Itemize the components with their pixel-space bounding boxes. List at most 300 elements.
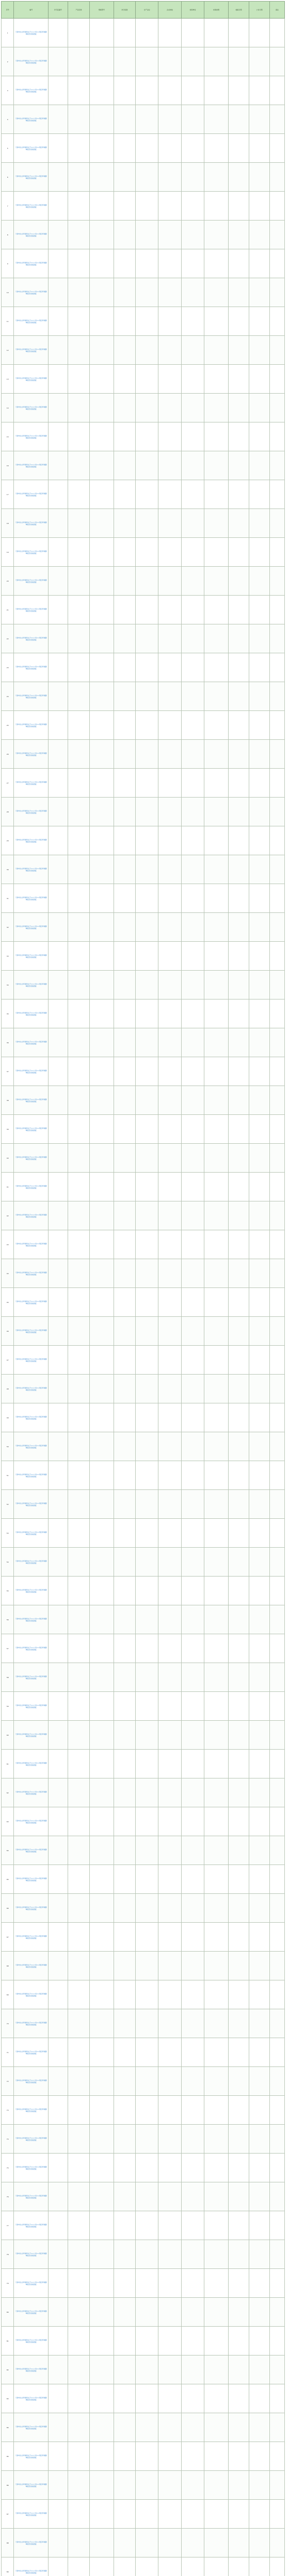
table-cell: [90, 480, 114, 509]
table-cell: [181, 1778, 204, 1807]
row-title-link[interactable]: 天津市生态环境局关于××公司××项目环境影响报告表的批复: [14, 1057, 49, 1086]
table-cell: [90, 1577, 114, 1605]
table-cell: [158, 653, 181, 682]
table-cell: [90, 1201, 114, 1230]
row-title-link[interactable]: 天津市生态环境局关于××公司××项目环境影响报告表的批复: [14, 1403, 49, 1432]
row-title-link[interactable]: 天津市生态环境局关于××公司××项目环境影响报告表的批复: [14, 2182, 49, 2211]
row-title-link[interactable]: 天津市生态环境局关于××公司××项目环境影响报告表的批复: [14, 307, 49, 336]
row-number: 77: [2, 2211, 14, 2240]
table-cell: [229, 47, 249, 76]
table-cell: [158, 1230, 181, 1259]
row-title-link[interactable]: 天津市生态环境局关于××公司××项目环境影响报告表的批复: [14, 942, 49, 971]
row-title-link[interactable]: 天津市生态环境局关于××公司××项目环境影响报告表的批复: [14, 538, 49, 567]
table-cell: [181, 1663, 204, 1692]
table-cell: [68, 336, 89, 365]
table-cell: [229, 365, 249, 394]
row-title-link[interactable]: 天津市生态环境局关于××公司××项目环境影响报告表的批复: [14, 2500, 49, 2529]
table-cell: [158, 76, 181, 105]
table-cell: [249, 192, 270, 221]
table-cell: [49, 1692, 68, 1721]
table-cell: [249, 913, 270, 942]
row-title-link[interactable]: 天津市生态环境局关于××公司××项目环境影响报告表的批复: [14, 134, 49, 163]
row-title-link[interactable]: 天津市生态环境局关于××公司××项目环境影响报告表的批复: [14, 2384, 49, 2413]
table-cell: [270, 1201, 285, 1230]
table-cell: [249, 1807, 270, 1836]
table-cell: [68, 1519, 89, 1548]
table-cell: [181, 2298, 204, 2327]
table-cell: [204, 1288, 229, 1317]
table-cell: [204, 2413, 229, 2442]
row-title-link[interactable]: 天津市生态环境局关于××公司××项目环境影响报告表的批复: [14, 1807, 49, 1836]
table-cell: [68, 1403, 89, 1432]
table-cell: [249, 1836, 270, 1865]
table-cell: [270, 1894, 285, 1923]
table-cell: [114, 1461, 135, 1490]
row-title-link[interactable]: 天津市生态环境局关于××公司××项目环境影响报告表的批复: [14, 336, 49, 365]
row-title-link[interactable]: 天津市生态环境局关于××公司××项目环境影响报告表的批复: [14, 1230, 49, 1259]
table-cell: [49, 2500, 68, 2529]
table-cell: [204, 2240, 229, 2269]
row-title-link[interactable]: 天津市生态环境局关于××公司××项目环境影响报告表的批复: [14, 2557, 49, 2576]
table-cell: [158, 740, 181, 769]
table-cell: [114, 2125, 135, 2154]
table-cell: [90, 653, 114, 682]
table-cell: [249, 509, 270, 538]
row-title-link[interactable]: 天津市生态环境局关于××公司××项目环境影响报告表的批复: [14, 855, 49, 884]
row-title-link[interactable]: 天津市生态环境局关于××公司××项目环境影响报告表的批复: [14, 2529, 49, 2557]
row-title-link[interactable]: 天津市生态环境局关于××公司××项目环境影响报告表的批复: [14, 682, 49, 711]
table-cell: [90, 509, 114, 538]
table-cell: [158, 2067, 181, 2096]
table-cell: [136, 2038, 158, 2067]
table-cell: [181, 1259, 204, 1288]
table-cell: [49, 2442, 68, 2471]
table-cell: [249, 2240, 270, 2269]
table-cell: [68, 2557, 89, 2576]
table-cell: [68, 1173, 89, 1201]
row-title-link[interactable]: 天津市生态环境局关于××公司××项目环境影响报告表的批复: [14, 624, 49, 653]
table-row: [2, 567, 285, 596]
table-row: [2, 2557, 285, 2576]
table-cell: [114, 1836, 135, 1865]
column-header: 编号: [14, 2, 49, 19]
table-cell: [204, 1692, 229, 1721]
row-title-link[interactable]: 天津市生态环境局关于××公司××项目环境影响报告表的批复: [14, 1519, 49, 1548]
table-cell: [49, 999, 68, 1028]
table-cell: [158, 999, 181, 1028]
table-cell: [49, 307, 68, 336]
table-cell: [158, 278, 181, 307]
row-title-link[interactable]: 天津市生态环境局关于××公司××项目环境影响报告表的批复: [14, 221, 49, 249]
row-title-link[interactable]: 天津市生态环境局关于××公司××项目环境影响报告表的批复: [14, 2154, 49, 2182]
table-cell: [229, 2067, 249, 2096]
table-cell: [68, 422, 89, 451]
row-title-link[interactable]: 天津市生态环境局关于××公司××项目环境影响报告表的批复: [14, 76, 49, 105]
column-header: 产品名称: [68, 2, 89, 19]
table-cell: [181, 365, 204, 394]
row-title-link[interactable]: 天津市生态环境局关于××公司××项目环境影响报告表的批复: [14, 509, 49, 538]
table-cell: [270, 2067, 285, 2096]
row-title-link[interactable]: 天津市生态环境局关于××公司××项目环境影响报告表的批复: [14, 971, 49, 999]
row-title-link[interactable]: 天津市生态环境局关于××公司××项目环境影响报告表的批复: [14, 1548, 49, 1577]
table-cell: [68, 1432, 89, 1461]
table-cell: [229, 1721, 249, 1750]
row-title-link[interactable]: 天津市生态环境局关于××公司××项目环境影响报告表的批复: [14, 249, 49, 278]
row-title-link[interactable]: 天津市生态环境局关于××公司××项目环境影响报告表的批复: [14, 394, 49, 422]
row-title-link[interactable]: 天津市生态环境局关于××公司××项目环境影响报告表的批复: [14, 1952, 49, 1980]
table-cell: [90, 2298, 114, 2327]
table-cell: [114, 740, 135, 769]
table-cell: [49, 1807, 68, 1836]
table-cell: [49, 2384, 68, 2413]
table-cell: [158, 567, 181, 596]
row-title-link[interactable]: 天津市生态环境局关于××公司××项目环境影响报告表的批复: [14, 2096, 49, 2125]
row-title-link[interactable]: 天津市生态环境局关于××公司××项目环境影响报告表的批复: [14, 2240, 49, 2269]
row-title-link[interactable]: 天津市生态环境局关于××公司××项目环境影响报告表的批复: [14, 1346, 49, 1375]
table-cell: [158, 1721, 181, 1750]
table-cell: [49, 134, 68, 163]
table-cell: [270, 567, 285, 596]
table-cell: [114, 2355, 135, 2384]
table-cell: [136, 2327, 158, 2355]
table-row: [2, 278, 285, 307]
table-cell: [229, 1403, 249, 1432]
row-title-link[interactable]: 天津市生态环境局关于××公司××项目环境影响报告表的批复: [14, 2298, 49, 2327]
row-title-link[interactable]: 天津市生态环境局关于××公司××项目环境影响报告表的批复: [14, 1894, 49, 1923]
row-title-link[interactable]: 天津市生态环境局关于××公司××项目环境影响报告表的批复: [14, 999, 49, 1028]
table-cell: [49, 826, 68, 855]
table-cell: [49, 1634, 68, 1663]
table-cell: [270, 2327, 285, 2355]
table-cell: [229, 336, 249, 365]
table-cell: [249, 1980, 270, 2009]
row-title-link[interactable]: 天津市生态环境局关于××公司××项目环境影响报告表的批复: [14, 47, 49, 76]
table-cell: [136, 1201, 158, 1230]
row-title-link[interactable]: 天津市生态环境局关于××公司××项目环境影响报告表的批复: [14, 1490, 49, 1519]
table-cell: [229, 769, 249, 798]
table-cell: [249, 451, 270, 480]
table-row: [2, 1201, 285, 1230]
table-row: [2, 134, 285, 163]
table-cell: [158, 1432, 181, 1461]
row-number: 9: [2, 249, 14, 278]
row-title-link[interactable]: 天津市生态环境局关于××公司××项目环境影响报告表的批复: [14, 1173, 49, 1201]
row-number: 22: [2, 624, 14, 653]
table-cell: [114, 307, 135, 336]
table-header-row: [2, 2, 285, 19]
table-cell: [114, 134, 135, 163]
row-title-link[interactable]: 天津市生态环境局关于××公司××项目环境影响报告表的批复: [14, 2355, 49, 2384]
table-cell: [270, 278, 285, 307]
row-title-link[interactable]: 天津市生态环境局关于××公司××项目环境影响报告表的批复: [14, 769, 49, 798]
table-cell: [181, 2529, 204, 2557]
row-title-link[interactable]: 天津市生态环境局关于××公司××项目环境影响报告表的批复: [14, 451, 49, 480]
table-cell: [158, 2154, 181, 2182]
table-cell: [68, 999, 89, 1028]
table-cell: [68, 913, 89, 942]
row-number: 50: [2, 1432, 14, 1461]
table-cell: [181, 1144, 204, 1173]
table-cell: [229, 1923, 249, 1952]
row-number: 37: [2, 1057, 14, 1086]
row-title-link[interactable]: 天津市生态环境局关于××公司××项目环境影响报告表的批复: [14, 1577, 49, 1605]
table-cell: [114, 365, 135, 394]
table-cell: [136, 1317, 158, 1346]
row-title-link[interactable]: 天津市生态环境局关于××公司××项目环境影响报告表的批复: [14, 1028, 49, 1057]
row-title-link[interactable]: 天津市生态环境局关于××公司××项目环境影响报告表的批复: [14, 884, 49, 913]
table-cell: [158, 365, 181, 394]
row-title-link[interactable]: 天津市生态环境局关于××公司××项目环境影响报告表的批复: [14, 365, 49, 394]
table-cell: [68, 1288, 89, 1317]
table-cell: [68, 2471, 89, 2500]
table-cell: [90, 451, 114, 480]
row-title-link[interactable]: 天津市生态环境局关于××公司××项目环境影响报告表的批复: [14, 1865, 49, 1894]
table-cell: [49, 798, 68, 826]
table-cell: [270, 1490, 285, 1519]
table-cell: [49, 2038, 68, 2067]
row-title-link[interactable]: 天津市生态环境局关于××公司××项目环境影响报告表的批复: [14, 1663, 49, 1692]
table-cell: [249, 1663, 270, 1692]
row-number: 13: [2, 365, 14, 394]
row-title-link[interactable]: 天津市生态环境局关于××公司××项目环境影响报告表的批复: [14, 740, 49, 769]
table-cell: [229, 913, 249, 942]
row-title-link[interactable]: 天津市生态环境局关于××公司××项目环境影响报告表的批复: [14, 1375, 49, 1403]
table-body: [2, 19, 285, 2576]
table-cell: [249, 76, 270, 105]
row-number: 54: [2, 1548, 14, 1577]
row-title-link[interactable]: 天津市生态环境局关于××公司××项目环境影响报告表的批复: [14, 2038, 49, 2067]
row-title-link[interactable]: 天津市生态环境局关于××公司××项目环境影响报告表的批复: [14, 1201, 49, 1230]
table-cell: [249, 1634, 270, 1663]
table-row: [2, 596, 285, 624]
table-cell: [68, 1461, 89, 1490]
table-cell: [158, 509, 181, 538]
table-cell: [136, 2211, 158, 2240]
row-title-link[interactable]: 天津市生态环境局关于××公司××项目环境影响报告表的批复: [14, 913, 49, 942]
table-cell: [249, 884, 270, 913]
table-cell: [114, 1375, 135, 1403]
row-title-link[interactable]: 天津市生态环境局关于××公司××项目环境影响报告表的批复: [14, 1317, 49, 1346]
table-cell: [204, 2096, 229, 2125]
table-cell: [158, 422, 181, 451]
table-cell: [158, 1548, 181, 1577]
table-cell: [204, 2327, 229, 2355]
row-title-link[interactable]: 天津市生态环境局关于××公司××项目环境影响报告表的批复: [14, 2067, 49, 2096]
row-title-link[interactable]: 天津市生态环境局关于××公司××项目环境影响报告表的批复: [14, 2442, 49, 2471]
row-number: 83: [2, 2384, 14, 2413]
row-title-link[interactable]: 天津市生态环境局关于××公司××项目环境影响报告表的批复: [14, 1115, 49, 1144]
table-cell: [49, 1750, 68, 1778]
table-cell: [136, 480, 158, 509]
row-title-link[interactable]: 天津市生态环境局关于××公司××项目环境影响报告表的批复: [14, 567, 49, 596]
row-title-link[interactable]: 天津市生态环境局关于××公司××项目环境影响报告表的批复: [14, 192, 49, 221]
table-cell: [229, 1605, 249, 1634]
table-cell: [229, 798, 249, 826]
table-cell: [270, 2557, 285, 2576]
table-cell: [270, 1605, 285, 1634]
table-row: [2, 2211, 285, 2240]
table-cell: [249, 307, 270, 336]
table-cell: [49, 1778, 68, 1807]
table-cell: [90, 221, 114, 249]
row-title-link[interactable]: 天津市生态环境局关于××公司××项目环境影响报告表的批复: [14, 1259, 49, 1288]
row-title-link[interactable]: 天津市生态环境局关于××公司××项目环境影响报告表的批复: [14, 1778, 49, 1807]
table-row: [2, 1923, 285, 1952]
table-cell: [114, 1750, 135, 1778]
row-number: 25: [2, 711, 14, 740]
table-cell: [249, 1432, 270, 1461]
table-cell: [204, 2557, 229, 2576]
row-title-link[interactable]: 天津市生态环境局关于××公司××项目环境影响报告表的批复: [14, 2211, 49, 2240]
table-row: [2, 1721, 285, 1750]
row-title-link[interactable]: 天津市生态环境局关于××公司××项目环境影响报告表的批复: [14, 596, 49, 624]
table-cell: [204, 307, 229, 336]
table-cell: [249, 1519, 270, 1548]
table-cell: [270, 1952, 285, 1980]
table-cell: [49, 1028, 68, 1057]
row-number: 78: [2, 2240, 14, 2269]
table-cell: [158, 971, 181, 999]
table-row: [2, 2384, 285, 2413]
row-title-link[interactable]: 天津市生态环境局关于××公司××项目环境影响报告表的批复: [14, 2269, 49, 2298]
table-cell: [270, 2211, 285, 2240]
table-cell: [114, 2154, 135, 2182]
table-cell: [114, 278, 135, 307]
row-title-link[interactable]: 天津市生态环境局关于××公司××项目环境影响报告表的批复: [14, 1086, 49, 1115]
table-cell: [229, 653, 249, 682]
table-row: [2, 1432, 285, 1461]
table-row: [2, 163, 285, 192]
table-cell: [229, 740, 249, 769]
row-title-link[interactable]: 天津市生态环境局关于××公司××项目环境影响报告表的批复: [14, 711, 49, 740]
table-cell: [114, 1317, 135, 1346]
table-cell: [249, 653, 270, 682]
row-title-link[interactable]: 天津市生态环境局关于××公司××项目环境影响报告表的批复: [14, 1750, 49, 1778]
table-cell: [68, 826, 89, 855]
row-title-link[interactable]: 天津市生态环境局关于××公司××项目环境影响报告表的批复: [14, 2327, 49, 2355]
table-cell: [181, 2211, 204, 2240]
row-number: 74: [2, 2125, 14, 2154]
table-cell: [68, 2327, 89, 2355]
row-title-link[interactable]: 天津市生态环境局关于××公司××项目环境影响报告表的批复: [14, 826, 49, 855]
table-row: [2, 1173, 285, 1201]
table-cell: [229, 971, 249, 999]
row-number: 82: [2, 2355, 14, 2384]
table-cell: [49, 422, 68, 451]
table-cell: [136, 1663, 158, 1692]
table-cell: [136, 1952, 158, 1980]
table-cell: [249, 1490, 270, 1519]
row-title-link[interactable]: 天津市生态环境局关于××公司××项目环境影响报告表的批复: [14, 1980, 49, 2009]
table-cell: [158, 711, 181, 740]
row-title-link[interactable]: 天津市生态环境局关于××公司××项目环境影响报告表的批复: [14, 798, 49, 826]
table-cell: [204, 19, 229, 47]
table-cell: [90, 1721, 114, 1750]
row-title-link[interactable]: 天津市生态环境局关于××公司××项目环境影响报告表的批复: [14, 1288, 49, 1317]
table-cell: [229, 826, 249, 855]
table-cell: [181, 1894, 204, 1923]
row-title-link[interactable]: 天津市生态环境局关于××公司××项目环境影响报告表的批复: [14, 653, 49, 682]
row-number: 4: [2, 105, 14, 134]
table-cell: [114, 2096, 135, 2125]
table-cell: [136, 192, 158, 221]
row-title-link[interactable]: 天津市生态环境局关于××公司××项目环境影响报告表的批复: [14, 19, 49, 47]
table-cell: [204, 1375, 229, 1403]
table-cell: [204, 2067, 229, 2096]
table-cell: [204, 2471, 229, 2500]
table-cell: [181, 2067, 204, 2096]
table-cell: [114, 1230, 135, 1259]
row-number: 87: [2, 2500, 14, 2529]
row-number: 47: [2, 1346, 14, 1375]
row-title-link[interactable]: 天津市生态环境局关于××公司××项目环境影响报告表的批复: [14, 1923, 49, 1952]
row-number: 85: [2, 2442, 14, 2471]
table-cell: [181, 1461, 204, 1490]
row-title-link[interactable]: 天津市生态环境局关于××公司××项目环境影响报告表的批复: [14, 278, 49, 307]
row-title-link[interactable]: 天津市生态环境局关于××公司××项目环境影响报告表的批复: [14, 1605, 49, 1634]
table-cell: [49, 1115, 68, 1144]
row-title-link[interactable]: 天津市生态环境局关于××公司××项目环境影响报告表的批复: [14, 163, 49, 192]
row-title-link[interactable]: 天津市生态环境局关于××公司××项目环境影响报告表的批复: [14, 1836, 49, 1865]
row-title-link[interactable]: 天津市生态环境局关于××公司××项目环境影响报告表的批复: [14, 2009, 49, 2038]
table-row: [2, 798, 285, 826]
table-cell: [136, 2442, 158, 2471]
table-cell: [270, 1173, 285, 1201]
row-title-link[interactable]: 天津市生态环境局关于××公司××项目环境影响报告表的批复: [14, 422, 49, 451]
table-cell: [158, 2211, 181, 2240]
table-cell: [181, 2442, 204, 2471]
row-title-link[interactable]: 天津市生态环境局关于××公司××项目环境影响报告表的批复: [14, 1432, 49, 1461]
table-cell: [204, 1173, 229, 1201]
table-cell: [68, 2009, 89, 2038]
table-cell: [249, 2096, 270, 2125]
table-cell: [68, 509, 89, 538]
table-cell: [90, 711, 114, 740]
table-cell: [270, 1548, 285, 1577]
table-row: [2, 480, 285, 509]
table-cell: [90, 2355, 114, 2384]
row-title-link[interactable]: 天津市生态环境局关于××公司××项目环境影响报告表的批复: [14, 1461, 49, 1490]
table-cell: [181, 2384, 204, 2413]
table-cell: [90, 2125, 114, 2154]
table-cell: [68, 365, 89, 394]
table-cell: [114, 1548, 135, 1577]
row-title-link[interactable]: 天津市生态环境局关于××公司××项目环境影响报告表的批复: [14, 1692, 49, 1721]
row-title-link[interactable]: 天津市生态环境局关于××公司××项目环境影响报告表的批复: [14, 105, 49, 134]
row-title-link[interactable]: 天津市生态环境局关于××公司××项目环境影响报告表的批复: [14, 2125, 49, 2154]
table-cell: [49, 1057, 68, 1086]
table-cell: [68, 1548, 89, 1577]
row-title-link[interactable]: 天津市生态环境局关于××公司××项目环境影响报告表的批复: [14, 1634, 49, 1663]
row-title-link[interactable]: 天津市生态环境局关于××公司××项目环境影响报告表的批复: [14, 1721, 49, 1750]
row-title-link[interactable]: 天津市生态环境局关于××公司××项目环境影响报告表的批复: [14, 1144, 49, 1173]
row-title-link[interactable]: 天津市生态环境局关于××公司××项目环境影响报告表的批复: [14, 2471, 49, 2500]
table-cell: [249, 1144, 270, 1173]
table-cell: [90, 798, 114, 826]
table-cell: [90, 394, 114, 422]
table-cell: [136, 2413, 158, 2442]
table-cell: [204, 1144, 229, 1173]
row-title-link[interactable]: 天津市生态环境局关于××公司××项目环境影响报告表的批复: [14, 2413, 49, 2442]
row-title-link[interactable]: 天津市生态环境局关于××公司××项目环境影响报告表的批复: [14, 480, 49, 509]
table-cell: [204, 249, 229, 278]
table-cell: [114, 2211, 135, 2240]
table-cell: [229, 278, 249, 307]
table-cell: [136, 1807, 158, 1836]
table-cell: [136, 826, 158, 855]
table-cell: [114, 1952, 135, 1980]
table-cell: [158, 1894, 181, 1923]
